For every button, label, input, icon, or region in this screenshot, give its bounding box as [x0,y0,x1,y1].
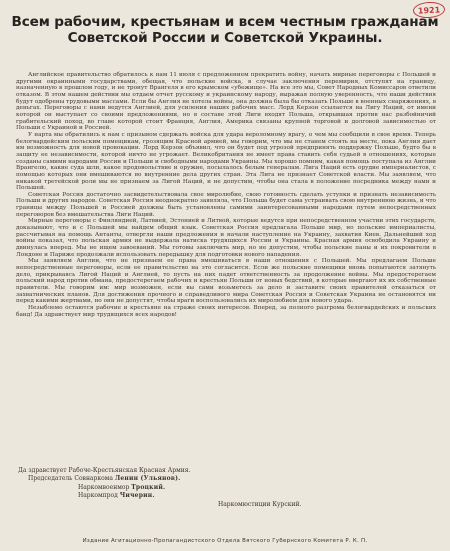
signature-block [18,467,430,509]
signature-narkomprod-name: Чичерин. [119,492,155,500]
closing-slogan: Да здравствует Рабоче-Крестьянская Красная Армия. [18,467,191,474]
body-paragraph-3: Советская Россия достаточно засвидетельствовала свое миролюбие, свою готовность сделать уступки и признать независимость Польши и других народов. Советская Россия неоднократно заявляла, что Польша будет сама устраивать свою внутреннюю жизнь, и что границы между Польшей и Россией должны быть установлены самими заинтересованными народами путем непосредственных переговоров без вмешательства Лиги Наций. [16,191,436,218]
signature-narkomvoenmor-label: Наркомвоенмор [78,483,130,491]
title-line-2: Советской России и Советской Украины. [67,30,383,46]
signature-narkomprod-label: Наркомпрод [78,492,118,500]
proclamation-body [16,72,436,318]
signature-narkomvoenmor-name: Троцкий. [131,483,166,491]
body-paragraph-6: Незыблемо остаются рабочие и крестьяне на страже своих интересов. Вперед, за полного разгрома белогвардейских и польских банд! Да здравствует мир трудящихся всех народов! [16,304,436,318]
signature-narkomvoenmor [18,484,430,492]
archive-stamp: 1921 [413,1,446,19]
body-paragraph-4: Мирные переговоры с Финляндией, Латвией, Эстонией и Литвой, которые ведутся при непосредственном участии этих государств, доказывают, что и с Польшей мы найдем общий язык. Советская Россия предлагала Польше мир, но польские империалисты, рассчитывая на помощь Антанты, отвергли наши предложения и начали наступление на Украину, захватив Киев. Дальнейший ход войны показал, что польская армия не выдержала натиска трудящихся России и Украины. Красная армия освободила Украину и двинулась вперед. Мы не ищем завоеваний. Мы готовы заключить мир, но не допустим, чтобы польские паны и их покровители в Лондоне и Париже продолжали использовать передышку для подготовки нового нападения. [16,218,436,258]
body-paragraph-1: Английское правительство обратилось к нам 11 июля с предложением прекратить войну, начать мирные переговоры с Польшей и другими окраинными государствами, обещая, что польские войска, в случае заключения перемирия, отступят на границу, назначенную в прошлом году, и не тронут Врангеля в его крымском «убежище». На все это мы, Совет Народных Комиссаров ответили отказом. В этом нашем действии мы отдаем отчет русскому и украинскому народу, выражая полную уверенность, что наши действия будут одобрены трудовыми массами. Если бы Англия не хотела войны, она должна была бы отказать Польше в военных снаряжениях, в деньгах. Переговоры с нами ведутся Англией, для усиления наших рабочих масс. Лорд Керзон ссылается на Лигу Наций, от имени которой он выступает со своими предложениями, но в составе этой Лиги входят Польша, открывшая против нас разбойничий грабительский поход, во главе которой стоит Франция, Англия, Америка связаны крупной торговой и долговой зависимостью от Польши с Украиной и Россией. [16,72,436,132]
body-paragraph-2: У нарта мы обратились к нам с призывом сдержать войска для удара вероломному врагу, о чем мы сообщили в свое время. Теперь белогвардейским польским помещикам, грозящим Красной армией, мы говорим, что мы не станем стоять на месте, пока Англия дает им возможность для новой провокации. Лорд Керзон объявил, что он будет под угрозой предпринять поддержку Польше, будто бы в защиту ее независимости, которой ничто не угрожает. Великобритания не имеет права ставить себя судьей в отношениях, которые созданы самими народами России и Польши и свободными народами Украины. Мы хорошо помним, какая помощь поступала из Англии Врангелю, какие суда шли, какое продовольствие и оружие, посылалось белым генералам. Лига Наций есть орудие империалистов, с помощью которых они вмешиваются во внутренние дела других стран. Эта Лига не признает Советской власти. Мы заявляем, что никакой третейской роли мы не признаем за Лигой Наций, и не допустим, чтобы она стала в положение посредника между нами и Польшей. [16,131,436,192]
signature-narkomyust: Наркомюстиции Курский. [218,500,302,508]
title-line-1: Всем рабочим, крестьянам и всем честным гражданам [11,14,439,30]
signature-chairman-label: Председатель Совнаркома [28,475,113,483]
publisher-footer: Издание Агитационно-Пропагандистского Отдела Вятского Губернского Комитета Р. К. П. [82,538,368,544]
body-paragraph-5: Мы заявляем Англии, что не признаем ее права вмешиваться в наши отношения с Польшей. Мы предлагаем Польше непосредственные переговоры, если ее правительство на это согласится. Если же польские помещики вновь попытаются затянуть дело, прикрываясь Лигой Наций и Англией, то пусть на них падет ответственность за продолжение войны. Мы предостерегаем польский народ против обмана, предостерегаем рабочих и крестьян Польши от новых бедствий, в которые ввергают их их собственные правители. Мы говорим им: мир возможен, если вы сами возьметесь за дело и заставите своих правителей отказаться от захватнических планов. Для достижения прочного и справедливого мира Советская Россия и Советская Украина не остановятся ни перед какими жертвами, но они не допустят, чтобы враги воспользовались их миролюбием для нового удара. [16,258,436,305]
signature-narkomprod [18,492,430,500]
signature-chairman [18,475,430,483]
signature-chairman-name: Ленин (Ульянов). [114,475,181,483]
